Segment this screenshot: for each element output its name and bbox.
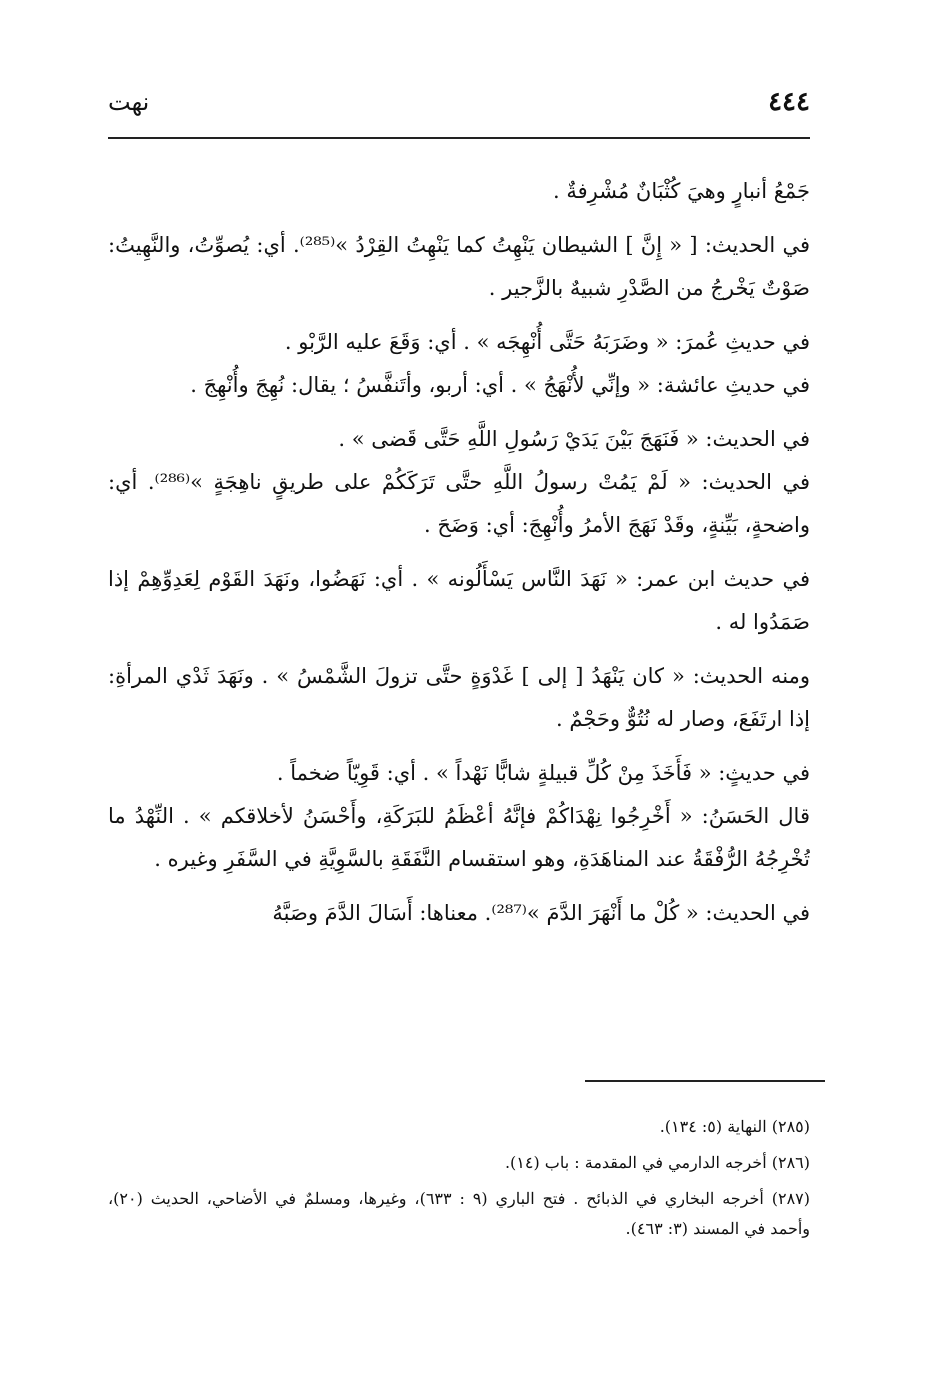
footnote: (٢٨٥) النهاية (٥: ١٣٤). [659,1117,810,1136]
paragraph: في حديث ابن عمر: « نَهَدَ النَّاس يَسْأَلُونه » . أي: نَهَضُوا، ونَهَدَ القَوْم لِعَدِوِّهِمْ إذا صَمَدُوا له . [108,567,810,634]
paragraph: جَمْعُ أنبارٍ وهيَ كُثْبَانٌ مُشْرِفةٌ . [553,179,810,203]
paragraph: في حديثِ عُمرَ: « وضَرَبَهُ حَتَّى أُنْهِجَه » . أي: وَقَعَ عليه الرَّبْو . [284,330,810,354]
paragraph: قال الحَسَنُ: « أَخْرِجُوا نِهْدَاكُمْ فإنَّهُ أعْظَمُ للبَرَكَةِ، وأَحْسَنُ لأخلاقكم » . النِّهْدُ ما تُخْرِجُهُ الرُّفْقَةُ عند المناهَدَةِ، وهو استقسام النَّفَقَةِ بالسَّوِيَّةِ في السَّفَرِ وغيره . [108,804,810,871]
paragraph: في حديثِ عائشة: « وإنِّي لأُنْهَجُ » . أي: أربو، وأتَنفَّسُ ؛ يقال: نُهِجَ وأُنْهِجَ . [190,373,810,397]
page-number: ٤٤٤ [768,87,810,117]
footnotes [108,1112,810,1250]
header-rule [108,137,810,139]
paragraph: في الحديث: « كُلْ ما أَنْهَرَ الدَّمَ »⁽²⁸⁷⁾. معناها: أَسَالَ الدَّمَ وصَبَّهُ [272,901,810,925]
paragraph: في الحديث: « فَنَهَجَ بَيْنَ يَدَيْ رَسُولِ اللَّهِ حَتَّى قَضى » . [338,427,810,451]
paragraph: في الحديث: [ « إِنَّ ] الشيطان يَنْهِتُ كما يَنْهِتُ القِرْدُ »⁽²⁸⁵⁾. أي: يُصوِّتُ، والنَّهِيتُ: صَوْتٌ يَخْرجُ من الصَّدْرِ شبيهٌ بالزَّجير . [108,233,810,300]
page-header [108,82,810,122]
main-text [108,170,810,1060]
footnote: (٢٨٦) أخرجه الدارمي في المقدمة : باب (١٤). [504,1153,810,1172]
footnote: (٢٨٧) أخرجه البخاري في الذبائح . فتح الباري (٩ : ٦٣٣)، وغيرها، ومسلمٌ في الأضاحي، الحديث (٢٠)، وأحمد في المسند (٣: ٤٦٣). [108,1189,810,1238]
running-head: نهت [108,88,150,116]
paragraph: في حديثٍ: « فَأَخَذَ مِنْ كُلِّ قبيلةٍ شابًّا نَهْداً » . أي: قَوِيّاً ضخماً . [276,761,810,785]
paragraph: ومنه الحديث: « كان يَنْهَدُ [ إلى ] غَدْوَةٍ حتَّى تزولَ الشَّمْسُ » . ونَهَدَ ثَدْي المرأةِ: إذا ارتَفَعَ، وصار له نُتُوٌّ وحَجْمٌ . [108,664,810,731]
paragraph: في الحديث: « لَمْ يَمُتْ رسولُ اللَّهِ حتَّى تَرَكَكُمْ على طريقٍ ناهِجَةٍ »⁽²⁸⁶⁾. أي: واضحةٍ، بَيِّنةٍ، وقَدْ نَهَجَ الأمرُ وأُنْهِجَ: أي: وَضَحَ . [108,470,810,537]
footnote-rule [585,1080,825,1082]
